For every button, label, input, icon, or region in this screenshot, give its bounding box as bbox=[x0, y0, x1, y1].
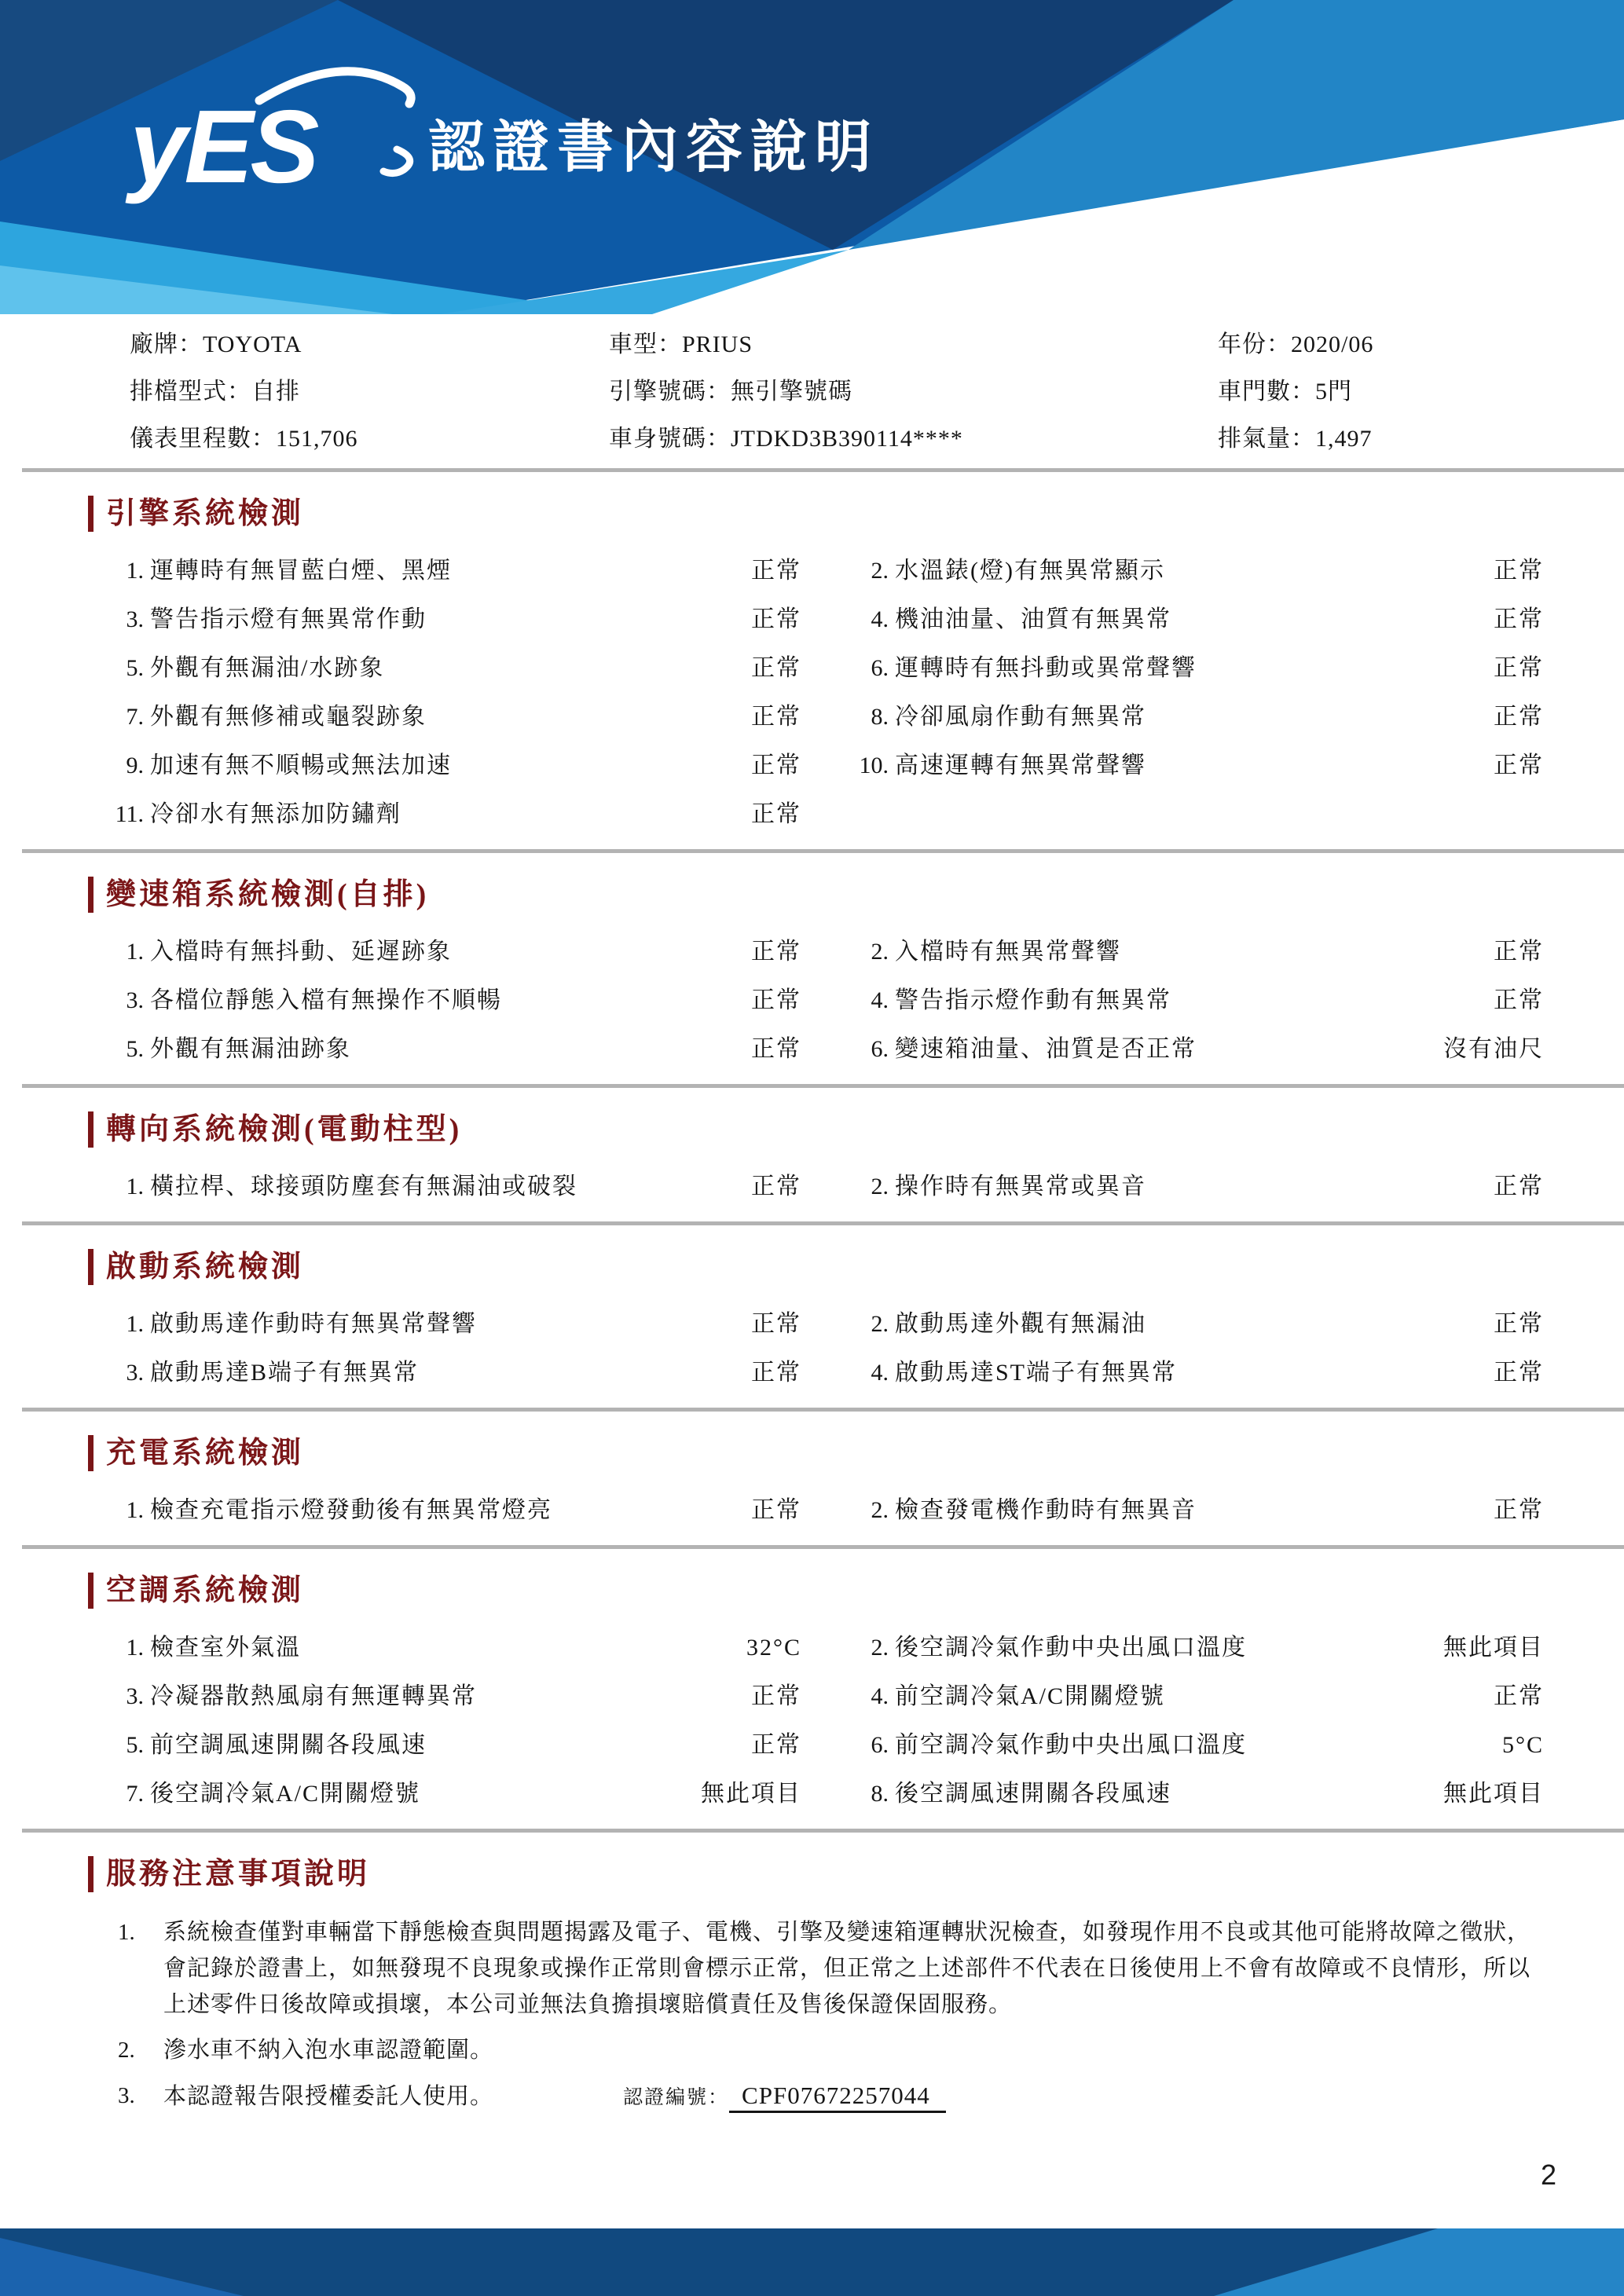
item-row bbox=[106, 1634, 1544, 1662]
item-number: 9. bbox=[126, 753, 144, 778]
item-number: 5. bbox=[126, 1732, 144, 1758]
item-number: 2. bbox=[871, 939, 889, 965]
inspection-item bbox=[851, 557, 1544, 585]
inspection-item bbox=[106, 557, 801, 585]
section-title: 轉向系統檢測(電動柱型) bbox=[88, 1111, 1624, 1148]
item-text: 啟動馬達B端子有無異常 bbox=[150, 1360, 420, 1386]
item-status: 正常 bbox=[751, 655, 801, 681]
inspection-item bbox=[106, 1780, 801, 1808]
info-field: 儀表里程數：151,706 bbox=[130, 426, 358, 452]
inspection-item bbox=[851, 1683, 1544, 1711]
section-separator bbox=[22, 1545, 1624, 1549]
item-number: 3. bbox=[126, 1683, 144, 1709]
item-text: 啟動馬達外觀有無漏油 bbox=[895, 1311, 1146, 1337]
notes-list bbox=[118, 1914, 1549, 2116]
item-number: 4. bbox=[871, 987, 889, 1013]
notes-title: 服務注意事項說明 bbox=[88, 1856, 1624, 1892]
inspection-item bbox=[106, 1683, 801, 1711]
section-items bbox=[106, 1173, 1624, 1201]
inspection-item bbox=[851, 752, 1544, 780]
inspection-item bbox=[851, 1173, 1544, 1201]
notes-section bbox=[0, 1856, 1624, 2116]
item-status: 正常 bbox=[1494, 1311, 1544, 1337]
item-number: 1. bbox=[126, 1635, 144, 1661]
item-number: 3. bbox=[126, 1360, 144, 1386]
certificate-number-label: 認證編號： bbox=[623, 2087, 730, 2108]
note-item bbox=[118, 2032, 1549, 2068]
inspection-section bbox=[0, 1573, 1624, 1833]
info-field: 車型：PRIUS bbox=[609, 331, 753, 357]
inspection-item bbox=[851, 1035, 1544, 1064]
item-status: 正常 bbox=[1494, 655, 1544, 681]
note-text: 本認證報告限授權委託人使用。 認證編號： CPF07672257044 bbox=[163, 2078, 1549, 2116]
item-row bbox=[106, 654, 1544, 683]
item-text: 啟動馬達作動時有無異常聲響 bbox=[150, 1311, 477, 1337]
note-item bbox=[118, 2078, 1549, 2116]
inspection-item bbox=[851, 1634, 1544, 1662]
item-status: 正常 bbox=[1494, 558, 1544, 584]
note-text: 系統檢查僅對車輛當下靜態檢查與問題揭露及電子、電機、引擎及變速箱運轉狀況檢查，如發現作用不良或其他可能將故障之徵狀，會記錄於證書上，如無發現不良現象或操作正常則會標示正常，但正常之上述部件不代表在日後使用上不會有故障或不良情形，所以上述零件日後故障或損壞，本公司並無法負擔損壞賠償責任及售後保證保固服務。 bbox=[163, 1920, 1531, 2017]
item-text: 機油油量、油質有無異常 bbox=[895, 606, 1171, 632]
info-field: 年份：2020/06 bbox=[1218, 331, 1374, 357]
item-text: 橫拉桿、球接頭防塵套有無漏油或破裂 bbox=[150, 1174, 577, 1199]
item-number: 2. bbox=[871, 1174, 889, 1199]
item-status: 正常 bbox=[751, 1360, 801, 1386]
inspection-item bbox=[106, 987, 801, 1015]
item-status: 無此項目 bbox=[701, 1781, 801, 1807]
item-status: 正常 bbox=[751, 1732, 801, 1758]
item-row bbox=[106, 557, 1544, 585]
item-status: 正常 bbox=[1494, 1497, 1544, 1523]
item-number: 2. bbox=[871, 1311, 889, 1337]
inspection-item bbox=[106, 1310, 801, 1338]
section-items bbox=[106, 1310, 1624, 1387]
item-number: 4. bbox=[871, 606, 889, 632]
section-title: 變速箱系統檢測(自排) bbox=[88, 877, 1624, 913]
item-row bbox=[106, 1310, 1544, 1338]
item-text: 運轉時有無抖動或異常聲響 bbox=[895, 655, 1197, 681]
item-status: 無此項目 bbox=[1443, 1781, 1544, 1807]
note-number: 2. bbox=[118, 2038, 135, 2063]
inspection-item bbox=[106, 800, 801, 829]
item-number: 6. bbox=[871, 655, 889, 681]
inspection-item bbox=[106, 703, 801, 731]
section-separator bbox=[22, 849, 1624, 853]
item-text: 冷卻水有無添加防鏽劑 bbox=[150, 801, 401, 827]
item-number: 1. bbox=[126, 558, 144, 584]
report-body bbox=[0, 314, 1624, 2126]
item-row bbox=[106, 1359, 1544, 1387]
item-status: 正常 bbox=[751, 704, 801, 730]
section-separator bbox=[22, 1829, 1624, 1833]
section-separator bbox=[22, 1408, 1624, 1412]
item-status: 沒有油尺 bbox=[1443, 1036, 1544, 1062]
item-status: 正常 bbox=[751, 1311, 801, 1337]
inspection-item bbox=[106, 1359, 801, 1387]
item-number: 11. bbox=[115, 801, 144, 827]
item-number: 8. bbox=[871, 704, 889, 730]
item-status: 正常 bbox=[1494, 1174, 1544, 1199]
inspection-item bbox=[106, 1496, 801, 1525]
item-text: 後空調風速開關各段風速 bbox=[895, 1781, 1171, 1807]
inspection-item bbox=[851, 1310, 1544, 1338]
item-status: 5°C bbox=[1501, 1732, 1544, 1758]
item-number: 2. bbox=[871, 558, 889, 584]
item-status: 正常 bbox=[751, 606, 801, 632]
item-status: 正常 bbox=[751, 1683, 801, 1709]
note-item bbox=[118, 1914, 1549, 2023]
item-status: 正常 bbox=[751, 987, 801, 1013]
inspection-item bbox=[106, 1634, 801, 1662]
item-text: 高速運轉有無異常聲響 bbox=[895, 753, 1146, 778]
item-row bbox=[106, 1035, 1544, 1064]
item-text: 入檔時有無異常聲響 bbox=[895, 939, 1121, 965]
item-text: 各檔位靜態入檔有無操作不順暢 bbox=[150, 987, 502, 1013]
item-status: 32°C bbox=[746, 1635, 801, 1661]
item-number: 5. bbox=[126, 655, 144, 681]
page-title: 認證書內容說明 bbox=[428, 116, 880, 179]
inspection-item bbox=[106, 654, 801, 683]
section-title: 引擎系統檢測 bbox=[88, 496, 1624, 532]
yes-logo-text: yES bbox=[130, 89, 317, 204]
info-field: 排氣量：1,497 bbox=[1218, 426, 1373, 452]
info-field: 排檔型式：自排 bbox=[130, 379, 300, 405]
item-number: 7. bbox=[126, 704, 144, 730]
item-row bbox=[106, 938, 1544, 966]
item-row bbox=[106, 1683, 1544, 1711]
info-field: 車門數：5門 bbox=[1218, 379, 1352, 405]
item-number: 3. bbox=[126, 606, 144, 632]
note-number: 3. bbox=[118, 2083, 135, 2108]
item-text: 外觀有無修補或龜裂跡象 bbox=[150, 704, 427, 730]
item-number: 8. bbox=[871, 1781, 889, 1807]
item-text: 後空調冷氣A/C開關燈號 bbox=[150, 1781, 421, 1807]
item-status: 正常 bbox=[751, 1497, 801, 1523]
inspection-item bbox=[851, 1496, 1544, 1525]
item-text: 前空調風速開關各段風速 bbox=[150, 1732, 427, 1758]
info-field: 車身號碼：JTDKD3B390114**** bbox=[609, 426, 963, 452]
section-items bbox=[106, 938, 1624, 1064]
item-number: 5. bbox=[126, 1036, 144, 1062]
item-number: 2. bbox=[871, 1497, 889, 1523]
vehicle-info-grid bbox=[0, 314, 1624, 457]
inspection-item bbox=[851, 1780, 1544, 1808]
item-text: 檢查充電指示燈發動後有無異常燈亮 bbox=[150, 1497, 552, 1523]
item-status: 正常 bbox=[1494, 606, 1544, 632]
item-status: 正常 bbox=[751, 939, 801, 965]
section-title: 空調系統檢測 bbox=[88, 1573, 1624, 1609]
item-text: 啟動馬達ST端子有無異常 bbox=[895, 1360, 1178, 1386]
inspection-item bbox=[851, 1731, 1544, 1760]
section-items bbox=[106, 1496, 1624, 1525]
inspection-item bbox=[106, 1173, 801, 1201]
item-row bbox=[106, 703, 1544, 731]
item-text: 外觀有無漏油/水跡象 bbox=[150, 655, 385, 681]
page-number: 2 bbox=[1540, 2159, 1556, 2191]
inspection-section bbox=[0, 1435, 1624, 1549]
inspection-item bbox=[851, 1359, 1544, 1387]
inspection-item bbox=[106, 606, 801, 634]
item-row bbox=[106, 1173, 1544, 1201]
inspection-item bbox=[851, 987, 1544, 1015]
inspection-item bbox=[851, 703, 1544, 731]
item-row bbox=[106, 987, 1544, 1015]
item-text: 冷卻風扇作動有無異常 bbox=[895, 704, 1146, 730]
item-status: 正常 bbox=[751, 753, 801, 778]
item-status: 正常 bbox=[751, 801, 801, 827]
item-status: 正常 bbox=[1494, 753, 1544, 778]
item-text: 前空調冷氣A/C開關燈號 bbox=[895, 1683, 1166, 1709]
inspection-section bbox=[0, 1111, 1624, 1225]
header-banner bbox=[0, 0, 1624, 314]
item-text: 後空調冷氣作動中央出風口溫度 bbox=[895, 1635, 1247, 1661]
item-status: 正常 bbox=[1494, 704, 1544, 730]
item-text: 變速箱油量、油質是否正常 bbox=[895, 1036, 1197, 1062]
item-status: 正常 bbox=[1494, 1360, 1544, 1386]
inspection-item bbox=[851, 654, 1544, 683]
item-text: 入檔時有無抖動、延遲跡象 bbox=[150, 939, 452, 965]
item-number: 6. bbox=[871, 1036, 889, 1062]
item-text: 檢查發電機作動時有無異音 bbox=[895, 1497, 1197, 1523]
item-row bbox=[106, 1496, 1544, 1525]
item-row bbox=[106, 1780, 1544, 1808]
section-items bbox=[106, 557, 1624, 829]
section-separator bbox=[22, 1084, 1624, 1088]
info-separator bbox=[22, 468, 1624, 472]
item-text: 操作時有無異常或異音 bbox=[895, 1174, 1146, 1199]
item-status: 正常 bbox=[1494, 1683, 1544, 1709]
item-text: 檢查室外氣溫 bbox=[150, 1635, 301, 1661]
item-status: 正常 bbox=[751, 1174, 801, 1199]
item-status: 正常 bbox=[1494, 987, 1544, 1013]
inspection-item bbox=[106, 938, 801, 966]
item-number: 1. bbox=[126, 939, 144, 965]
section-items bbox=[106, 1634, 1624, 1808]
item-status: 正常 bbox=[751, 1036, 801, 1062]
inspection-item bbox=[106, 752, 801, 780]
item-number: 1. bbox=[126, 1497, 144, 1523]
inspection-item bbox=[851, 606, 1544, 634]
item-text: 水溫錶(燈)有無異常顯示 bbox=[895, 558, 1165, 584]
item-number: 2. bbox=[871, 1635, 889, 1661]
info-field: 引擎號碼：無引擎號碼 bbox=[609, 379, 852, 405]
item-row bbox=[106, 606, 1544, 634]
inspection-item bbox=[106, 1731, 801, 1760]
certificate-number-group bbox=[623, 2084, 946, 2109]
section-separator bbox=[22, 1221, 1624, 1225]
item-number: 6. bbox=[871, 1732, 889, 1758]
item-number: 10. bbox=[859, 753, 889, 778]
item-number: 7. bbox=[126, 1781, 144, 1807]
item-row bbox=[106, 800, 1544, 829]
item-number: 4. bbox=[871, 1360, 889, 1386]
item-text: 運轉時有無冒藍白煙、黑煙 bbox=[150, 558, 452, 584]
item-status: 正常 bbox=[751, 558, 801, 584]
item-text: 外觀有無漏油跡象 bbox=[150, 1036, 351, 1062]
item-row bbox=[106, 1731, 1544, 1760]
item-number: 3. bbox=[126, 987, 144, 1013]
item-row bbox=[106, 752, 1544, 780]
item-text: 警告指示燈作動有無異常 bbox=[895, 987, 1171, 1013]
item-status: 正常 bbox=[1494, 939, 1544, 965]
item-status: 無此項目 bbox=[1443, 1635, 1544, 1661]
sections bbox=[0, 496, 1624, 1833]
inspection-item bbox=[106, 1035, 801, 1064]
inspection-section bbox=[0, 496, 1624, 853]
item-number: 1. bbox=[126, 1174, 144, 1199]
note-text: 滲水車不納入泡水車認證範圍。 bbox=[163, 2038, 494, 2063]
note-number: 1. bbox=[118, 1920, 135, 1945]
section-title: 啟動系統檢測 bbox=[88, 1249, 1624, 1285]
footer-banner bbox=[0, 2228, 1624, 2296]
item-text: 冷凝器散熱風扇有無運轉異常 bbox=[150, 1683, 477, 1709]
item-text: 前空調冷氣作動中央出風口溫度 bbox=[895, 1732, 1247, 1758]
inspection-item bbox=[851, 938, 1544, 966]
section-title: 充電系統檢測 bbox=[88, 1435, 1624, 1471]
inspection-section bbox=[0, 1249, 1624, 1412]
inspection-section bbox=[0, 877, 1624, 1088]
item-number: 1. bbox=[126, 1311, 144, 1337]
certificate-number: CPF07672257044 bbox=[729, 2082, 946, 2113]
item-text: 加速有無不順暢或無法加速 bbox=[150, 753, 452, 778]
info-field: 廠牌：TOYOTA bbox=[130, 331, 302, 357]
item-text: 警告指示燈有無異常作動 bbox=[150, 606, 427, 632]
item-number: 4. bbox=[871, 1683, 889, 1709]
